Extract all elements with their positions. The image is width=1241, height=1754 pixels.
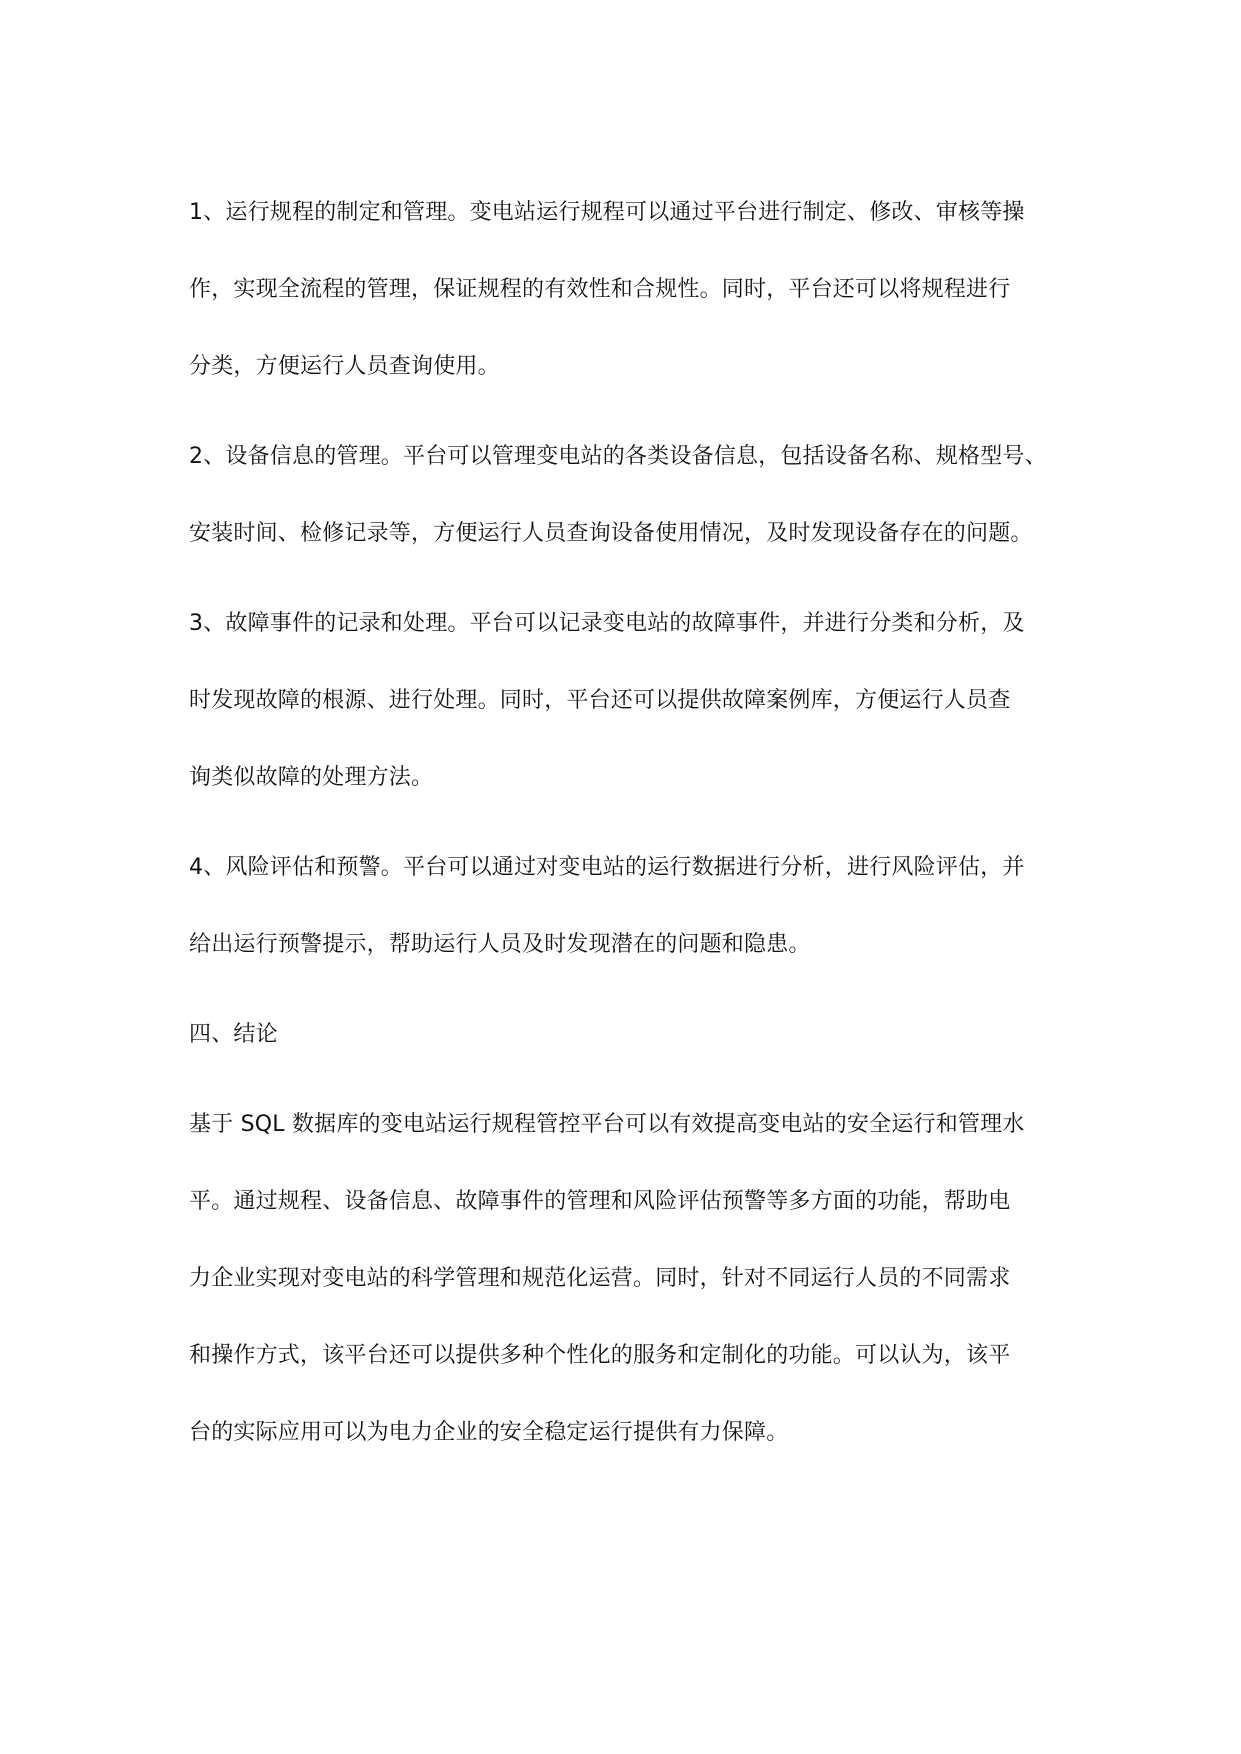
heading-text: 四、结论 [189,1021,278,1047]
text-line: 作，实现全流程的管理，保证规程的有效性和合规性。同时，平台还可以将规程进行 [189,276,1011,302]
paragraph-conclusion [189,1067,1069,1452]
text-line: 基于 SQL 数据库的变电站运行规程管控平台可以有效提高变电站的安全运行和管理水 [189,1111,1025,1137]
text-line: 安装时间、检修记录等，方便运行人员查询设备使用情况，及时发现设备存在的问题。 [189,520,1033,546]
text-line: 平。通过规程、设备信息、故障事件的管理和风险评估预警等多方面的功能，帮助电 [189,1188,1011,1214]
text-line: 1、运行规程的制定和管理。变电站运行规程可以通过平台进行制定、修改、审核等操 [189,199,1025,225]
paragraph-equipment-info [189,399,1069,553]
paragraph-gap [189,386,1069,399]
paragraph-gap [189,1054,1069,1067]
text-line: 力企业实现对变电站的科学管理和规范化运营。同时，针对不同运行人员的不同需求 [189,1265,1011,1291]
paragraph-fault-events [189,566,1069,797]
document-body [189,155,1069,1452]
paragraph-gap [189,797,1069,810]
text-line: 4、风险评估和预警。平台可以通过对变电站的运行数据进行分析，进行风险评估，并 [189,854,1025,880]
text-line: 时发现故障的根源、进行处理。同时，平台还可以提供故障案例库，方便运行人员查 [189,687,1011,713]
text-line: 台的实际应用可以为电力企业的安全稳定运行提供有力保障。 [189,1419,789,1445]
text-line: 和操作方式，该平台还可以提供多种个性化的服务和定制化的功能。可以认为，该平 [189,1342,1011,1368]
text-line: 给出运行预警提示，帮助运行人员及时发现潜在的问题和隐患。 [189,931,811,957]
paragraph-regulation-management [189,155,1069,386]
text-line: 分类，方便运行人员查询使用。 [189,353,500,379]
text-line: 2、设备信息的管理。平台可以管理变电站的各类设备信息，包括设备名称、规格型号、 [189,443,1047,469]
paragraph-gap [189,553,1069,566]
paragraph-gap [189,964,1069,977]
text-line: 3、故障事件的记录和处理。平台可以记录变电站的故障事件，并进行分类和分析，及 [189,610,1025,636]
paragraph-risk-assessment [189,810,1069,964]
text-line: 询类似故障的处理方法。 [189,764,434,790]
section-heading-conclusion [189,977,1069,1054]
